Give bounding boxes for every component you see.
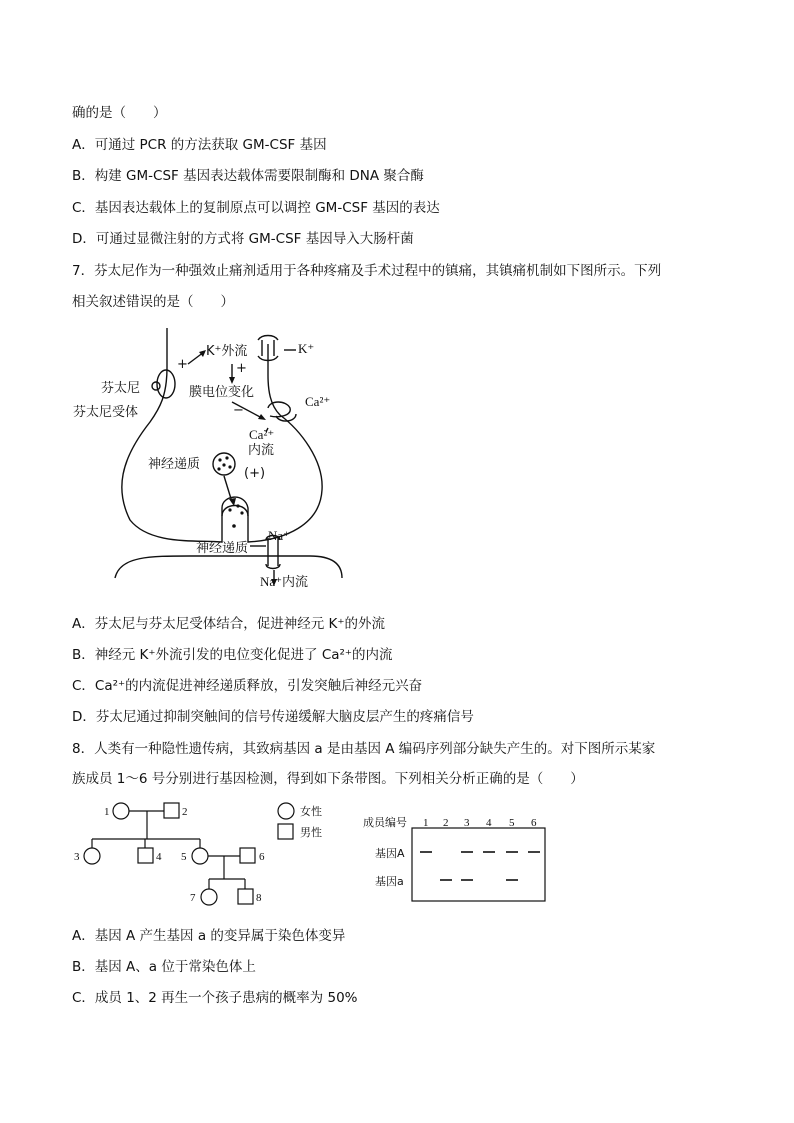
legend-male-icon (278, 824, 293, 839)
ca-channel (268, 402, 296, 421)
q8-option-b: B．基因 A、a 位于常染色体上 (72, 959, 256, 975)
gel-row-a-lower-label: 基因a (375, 875, 404, 888)
q8-stem-line1: 8．人类有一种隐性遗传病，其致病基因 a 是由基因 A 编码序列部分缺失产生的。对下图所示某家 (72, 741, 656, 757)
member-7-female (201, 889, 217, 905)
member-1-female (113, 803, 129, 819)
vesicle-release (222, 506, 248, 517)
synapse-diagram (0, 320, 794, 620)
gel-lane-5: 5 (509, 817, 515, 829)
pedigree-num-8: 8 (256, 892, 262, 904)
pedigree-num-4: 4 (156, 851, 162, 863)
q6-option-a: A．可通过 PCR 的方法获取 GM-CSF 基因 (72, 137, 327, 153)
gel-lane-1: 1 (423, 817, 429, 829)
q6-option-d: D．可通过显微注射的方式将 GM-CSF 基因导入大肠杆菌 (72, 231, 414, 247)
pedigree-num-1: 1 (104, 806, 110, 818)
label-na-influx: Na⁺内流 (260, 574, 309, 589)
pedigree-num-6: 6 (259, 851, 265, 863)
q7-option-c: C．Ca²⁺的内流促进神经递质释放，引发突触后神经元兴奋 (72, 678, 423, 694)
gel-lane-2: 2 (443, 817, 449, 829)
member-4-male (138, 848, 153, 863)
pedigree-num-3: 3 (74, 851, 80, 863)
label-k-efflux: K⁺外流 (206, 344, 248, 359)
label-neurotransmitter-upper: 神经递质 (148, 457, 201, 472)
label-plus-upper: + (177, 357, 188, 372)
pedigree-num-7: 7 (190, 892, 196, 904)
q8-stem-line2: 族成员 1～6 号分别进行基因检测，得到如下条带图。下列相关分析正确的是（ ） (72, 771, 584, 787)
label-ca-influx-word: 内流 (248, 443, 275, 458)
q6-stem-tail: 确的是（ ） (72, 105, 167, 121)
label-minus: − (233, 403, 244, 418)
q6-option-c: C．基因表达载体上的复制原点可以调控 GM-CSF 基因的表达 (72, 200, 440, 216)
legend-male-label: 男性 (300, 826, 322, 839)
gel-box (412, 828, 545, 901)
label-na-ion: Na⁺ (268, 528, 291, 543)
gel-header: 成员编号 (363, 816, 407, 829)
label-ca-influx-ion: Ca²⁺ (249, 427, 275, 442)
member-2-male (164, 803, 179, 818)
gel-row-a-upper-label: 基因A (375, 847, 405, 860)
fentanyl-molecule (152, 382, 160, 390)
gel-lane-3: 3 (464, 817, 470, 829)
q7-option-a: A．芬太尼与芬太尼受体结合，促进神经元 K⁺的外流 (72, 616, 386, 632)
label-fentanyl: 芬太尼 (101, 381, 141, 396)
member-3-female (84, 848, 100, 864)
label-neurotransmitter-lower: 神经递质 (196, 541, 249, 556)
label-membrane-change: 膜电位变化 (189, 385, 255, 400)
member-6-male (240, 848, 255, 863)
label-k-ion: K⁺ (298, 341, 315, 356)
legend-female-icon (278, 803, 294, 819)
legend-female-label: 女性 (300, 805, 322, 818)
label-ca-ion: Ca²⁺ (305, 394, 331, 409)
q7-option-d: D．芬太尼通过抑制突触间的信号传递缓解大脑皮层产生的疼痛信号 (72, 709, 474, 725)
q7-stem-line2: 相关叙述错误的是（ ） (72, 294, 234, 310)
q7-option-b: B．神经元 K⁺外流引发的电位变化促进了 Ca²⁺的内流 (72, 647, 393, 663)
pedigree-num-2: 2 (182, 806, 188, 818)
member-5-female (192, 848, 208, 864)
q6-option-b: B．构建 GM-CSF 基因表达载体需要限制酶和 DNA 聚合酶 (72, 168, 424, 184)
label-plus-paren: (+) (244, 466, 266, 481)
pedigree-num-5: 5 (181, 851, 187, 863)
q8-option-c: C．成员 1、2 再生一个孩子患病的概率为 50% (72, 990, 358, 1006)
q7-stem-line1: 7．芬太尼作为一种强效止痛剂适用于各种疼痛及手术过程中的镇痛，其镇痛机制如下图所示。下列 (72, 263, 662, 279)
label-plus-mid: + (236, 361, 247, 376)
q8-option-a: A．基因 A 产生基因 a 的变异属于染色体变异 (72, 928, 346, 944)
pedigree-chart (0, 795, 794, 915)
gel-lane-4: 4 (486, 817, 492, 829)
label-fentanyl-receptor: 芬太尼受体 (73, 405, 139, 420)
gel-lane-6: 6 (531, 817, 537, 829)
member-8-male (238, 889, 253, 904)
